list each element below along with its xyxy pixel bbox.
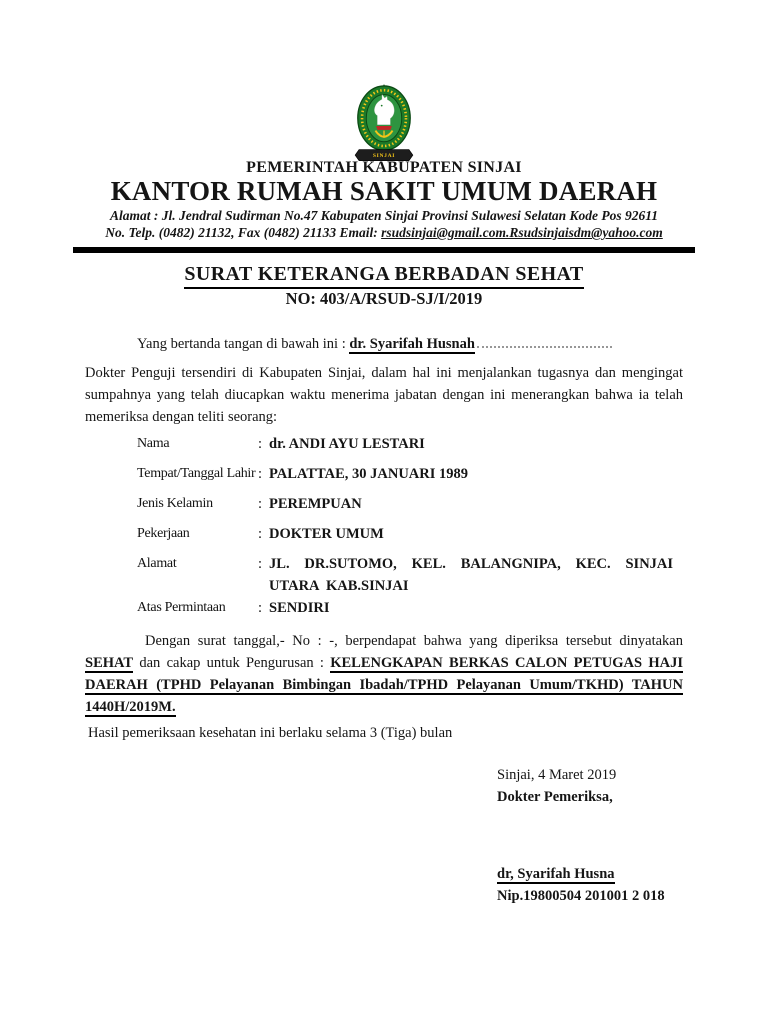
validity-note: Hasil pemeriksaan kesehatan ini berlaku selama 3 (Tiga) bulan [88, 725, 453, 741]
signature-place-date: Sinjai, 4 Maret 2019 [497, 767, 617, 783]
signature-role: Dokter Pemeriksa, [497, 789, 613, 805]
health-status: SEHAT [85, 655, 134, 671]
dotted-fill-line [477, 333, 612, 348]
intro-paragraph: Dokter Penguji tersendiri di Kabupaten Sinjai, dalam hal ini menjalankan tugasnya dan mengingat sumpahnya yang telah diucapkan waktu menerima jabatan dengan ini menerangkan bahwa ia telah memeriksa dengan teliti seorang: [85, 365, 683, 425]
logo-banner-text: SINJAI [372, 153, 396, 160]
field-row-ttl: Tempat/Tanggal Lahir : PALATTAE, 30 JANUARI 1989 [137, 466, 469, 482]
letterhead-divider [73, 247, 695, 253]
field-row-pekerjaan: Pekerjaan : DOKTER UMUM [137, 526, 384, 542]
contact-emails: rsudsinjai@gmail.com.Rsudsinjaisdm@yahoo.com [381, 225, 663, 240]
statement-paragraph: Dengan surat tanggal,- No : -, berpendapat bahwa yang diperiksa tersebut dinyatakan SEHAT dan cakap untuk Pengurusan : KELENGKAPAN BERKAS CALON PETUGAS HAJI DAERAH (TPHD Pelayanan Bimbingan Ibadah/TPHD Pelayanan Umum/TKHD) TAHUN 1440H/2019M. [85, 633, 683, 715]
contact-prefix: No. Telp. (0482) 21132, Fax (0482) 21133 Email: [105, 225, 382, 240]
office-name: KANTOR RUMAH SAKIT UMUM DAERAH [110, 176, 658, 206]
opening-prefix: Yang bertanda tangan di bawah ini : [137, 336, 350, 352]
patient-data-fields [137, 433, 685, 627]
field-row-nama: Nama : dr. ANDI AYU LESTARI [137, 436, 425, 452]
signer-name: dr. Syarifah Husnah [349, 336, 475, 352]
purpose-part2: DAERAH (TPHD Pelayanan Bimbingan Ibadah/TPHD Pelayanan Umum/TKHD) TAHUN [85, 677, 683, 693]
field-row-alamat: Alamat : JL. DR.SUTOMO, KEL. BALANGNIPA, KEC. SINJAI UTARA KAB.SINJAI [137, 556, 674, 594]
government-name: PEMERINTAH KABUPATEN SINJAI [246, 159, 522, 176]
field-row-jenis-kelamin: Jenis Kelamin : PEREMPUAN [137, 496, 362, 512]
opening-line [85, 333, 737, 355]
signature-nip: Nip.19800504 201001 2 018 [497, 888, 665, 904]
office-address: Alamat : Jl. Jendral Sudirman No.47 Kabupaten Sinjai Provinsi Sulawesi Selatan Kode Pos 92611 [110, 208, 658, 223]
document-number: NO: 403/A/RSUD-SJ/I/2019 [285, 289, 483, 308]
purpose-part1: KELENGKAPAN BERKAS CALON PETUGAS HAJI [330, 655, 683, 671]
red-ribbon-shape [376, 126, 392, 130]
document-title: SURAT KETERANGA BERBADAN SEHAT [0, 263, 768, 289]
signature-block [497, 764, 717, 907]
field-row-atas-permintaan: Atas Permintaan : SENDIRI [137, 600, 330, 616]
signature-name: dr, Syarifah Husna [497, 866, 615, 882]
purpose-part3: 1440H/2019M. [85, 699, 176, 715]
office-contact [0, 225, 768, 241]
sinjai-regency-seal-icon [351, 84, 417, 164]
logo-container [0, 84, 768, 164]
